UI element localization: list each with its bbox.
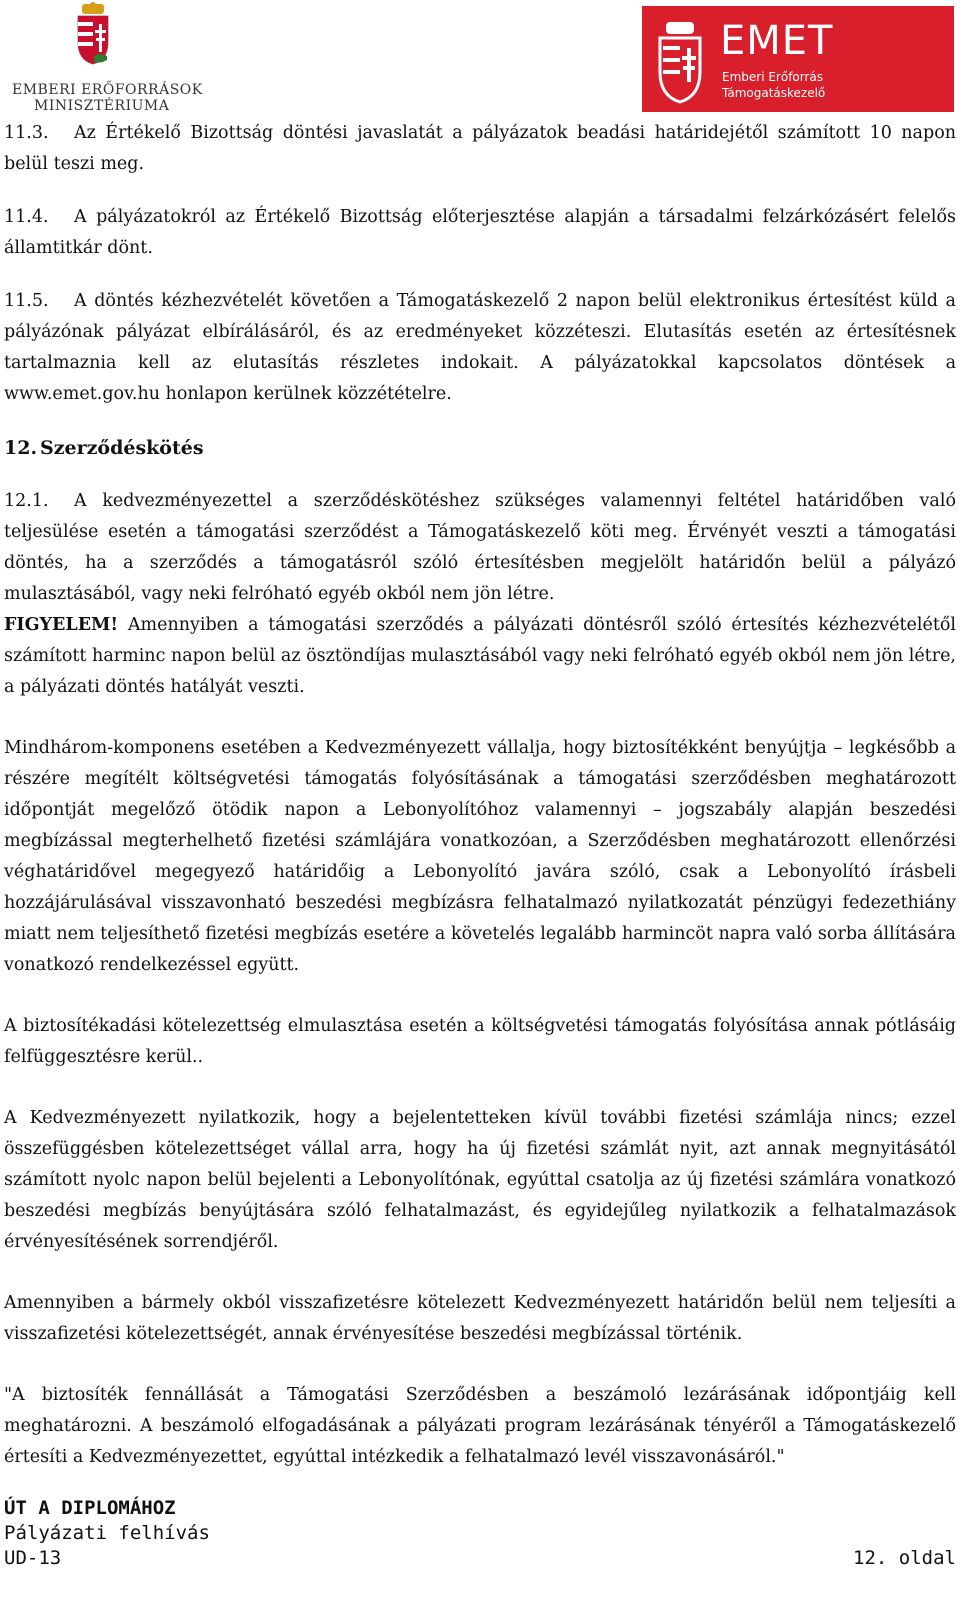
paragraph-repayment: Amennyiben a bármely okból visszafizetésre kötelezett Kedvezményezett határidőn belül nem teljesíti a visszafizetési kötelezettségét, annak érvényesítése beszedési megbízással történik. bbox=[4, 1293, 956, 1344]
item-number: 11.5. bbox=[4, 291, 49, 311]
page-footer bbox=[4, 1496, 956, 1571]
paragraph-quote: "A biztosíték fennállását a Támogatási Szerződésben a beszámoló lezárásának időpontjáig kell meghatározni. A beszámoló elfogadásának a pályázati program lezárásának tényéről a Támogatáskezelő értesíti a Kedvezményezettet, egyúttal intézkedik a felhatalmazó levél visszavonásáról." bbox=[4, 1385, 956, 1467]
footer-title: ÚT A DIPLOMÁHOZ bbox=[4, 1497, 176, 1519]
paragraph-suspension: A biztosítékadási kötelezettség elmulasztása esetén a költségvetési támogatás folyósítása annak pótlásáig felfüggesztésre kerül.. bbox=[4, 1016, 956, 1067]
item-text: Az Értékelő Bizottság döntési javaslatát a pályázatok beadási határidejétől számított 10 napon belül teszi meg. bbox=[4, 123, 956, 174]
item-11-4 bbox=[4, 202, 956, 264]
emet-subtitle-line2: Támogatáskezelő bbox=[722, 86, 826, 100]
paragraph-guarantee: Mindhárom-komponens esetében a Kedvezményezett vállalja, hogy biztosítékként benyújtja – legkésőbb a részére megítélt költségvetési támogatás folyósításának a támogatási szerződésben meghatározott időpontját megelőző ötödik napon a Lebonyolítóhoz valamennyi – jogszabály alapján beszedési megbízással megterhelhető fizetési számlájára vonatkozóan, a Szerződésben meghatározott ellenőrzési véghatáridővel megegyező határidőig a Lebonyolító javára szóló, csak a Lebonyolító írásbeli hozzájárulásával visszavonható beszedési megbízásra felhatalmazó nyilatkozatát pénzügyi fedezethiány miatt nem teljesíthető fizetési megbízás esetére a követelés legalább harmincöt napra való sorba állítására vonatkozó rendelkezéssel együtt. bbox=[4, 738, 956, 975]
footer-subtitle: Pályázati felhívás bbox=[4, 1522, 210, 1544]
item-12-1 bbox=[4, 486, 956, 610]
emet-title: EMET bbox=[720, 18, 834, 64]
section-heading bbox=[4, 432, 956, 464]
ministry-logo bbox=[4, 2, 203, 114]
document-body bbox=[4, 118, 956, 1473]
item-11-3 bbox=[4, 118, 956, 180]
warning-text: Amennyiben a támogatási szerződés a pályázati döntésről szóló értesítés kézhezvételétől számított harminc napon belül az ösztöndíjas mulasztásából vagy neki felróható egyéb okból nem jön létre, a pályázati döntés hatályát veszti. bbox=[4, 615, 956, 697]
item-number: 12.1. bbox=[4, 491, 49, 511]
section-title: Szerződéskötés bbox=[40, 437, 204, 459]
page-number: 12. oldal bbox=[853, 1547, 956, 1569]
warning-paragraph bbox=[4, 610, 956, 703]
item-number: 11.4. bbox=[4, 207, 49, 227]
emet-subtitle-line1: Emberi Erőforrás bbox=[722, 70, 824, 84]
hungarian-crest-icon bbox=[650, 20, 710, 104]
warning-label: FIGYELEM! bbox=[4, 615, 119, 635]
item-number: 11.3. bbox=[4, 123, 49, 143]
ministry-name-line2: MINISZTÉRIUMA bbox=[34, 98, 170, 114]
page-header bbox=[0, 0, 960, 112]
item-text: A kedvezményezettel a szerződéskötéshez szükséges valamennyi feltétel határidőben való teljesülése esetén a támogatási szerződést a Támogatáskezelő köti meg. Érvényét veszti a támogatási döntés, ha a szerződés a támogatásról szóló értesítésben megjelölt határidőn belül a pályázó mulasztásából, vagy neki felróható egyéb okból nem jön létre. bbox=[4, 491, 956, 604]
footer-code: UD-13 bbox=[4, 1547, 62, 1569]
ministry-name-line1: EMBERI ERŐFORRÁSOK bbox=[12, 82, 203, 98]
section-number: 12. bbox=[4, 437, 38, 459]
item-text: A döntés kézhezvételét követően a Támogatáskezelő 2 napon belül elektronikus értesítést küld a pályázónak pályázat elbírálásáról, és az eredményeket közzéteszi. Elutasítás esetén az értesítésnek tartalmaznia kell az elutasítás részletes indokait. A pályázatokkal kapcsolatos döntések a www.emet.gov.hu honlapon kerülnek közzétételre. bbox=[4, 291, 956, 404]
item-11-5 bbox=[4, 286, 956, 410]
item-text: A pályázatokról az Értékelő Bizottság előterjesztése alapján a társadalmi felzárkózásért felelős államtitkár dönt. bbox=[4, 207, 956, 258]
emet-logo bbox=[642, 6, 954, 112]
hungarian-crest-icon bbox=[70, 2, 116, 66]
paragraph-accounts: A Kedvezményezett nyilatkozik, hogy a bejelentetteken kívül további fizetési számlája nincs; ezzel összefüggésben kötelezettséget vállal arra, hogy ha új fizetési számlát nyit, azt annak megnyitásától számított nyolc napon belül bejelenti a Lebonyolítónak, egyúttal csatolja az új fizetési számlára vonatkozó beszedési megbízás benyújtására szóló felhatalmazást, és egyidejűleg nyilatkozik a felhatalmazások érvényesítésének sorrendjéről. bbox=[4, 1108, 956, 1252]
